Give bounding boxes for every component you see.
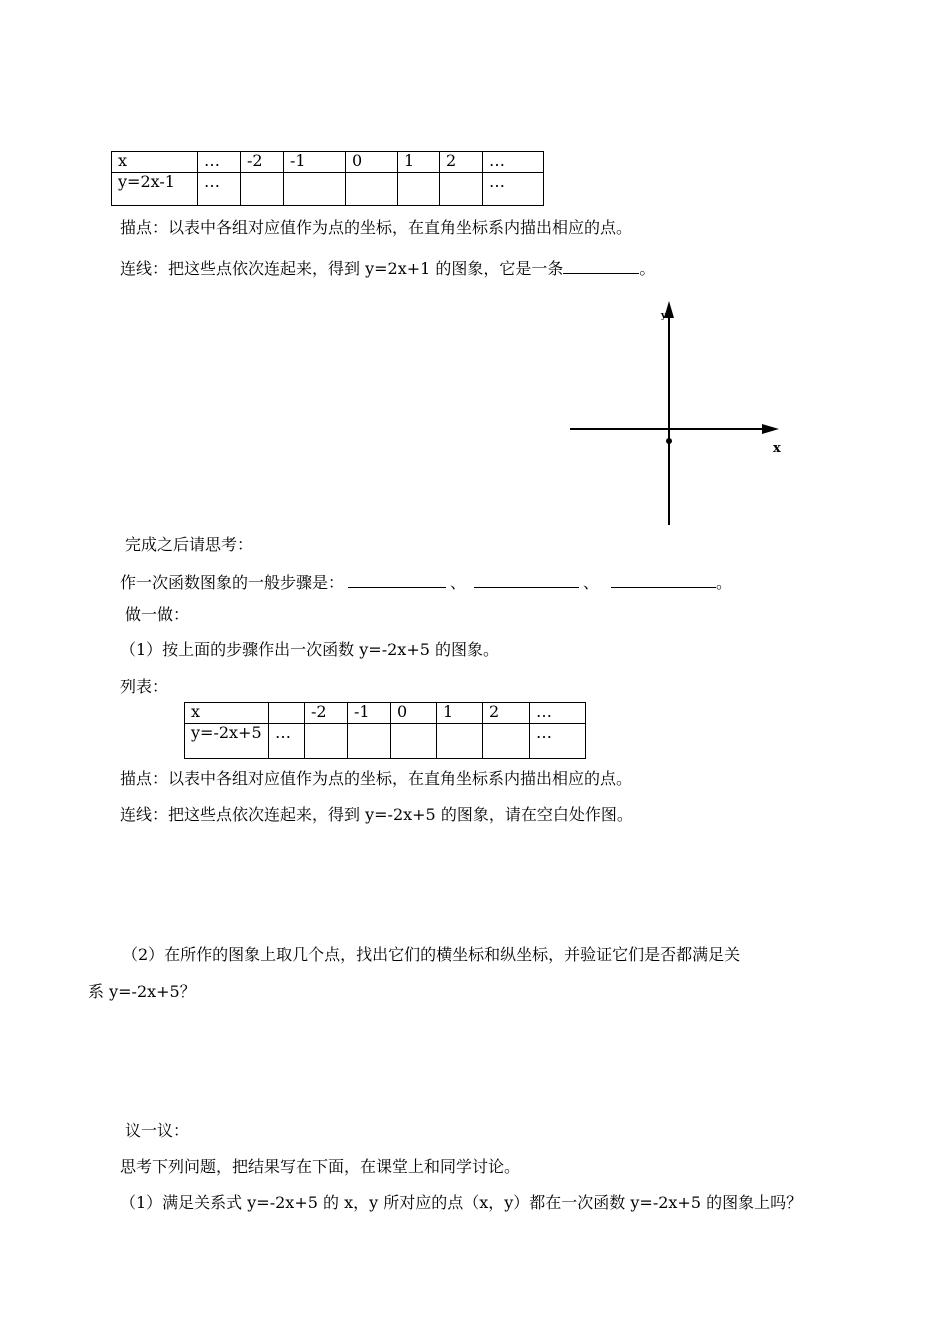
do-title: 做一做： bbox=[125, 605, 190, 624]
plot-instruction-2: 描点：以表中各组对应值作为点的坐标，在直角坐标系内描出相应的点。 bbox=[120, 769, 633, 788]
table-cell: 1 bbox=[437, 703, 483, 724]
separator: 、 bbox=[583, 573, 600, 592]
table-cell: … bbox=[483, 173, 544, 206]
task-2-line-1: （2）在所作的图象上取几个点，找出它们的横坐标和纵坐标，并验证它们是否都满足关 bbox=[122, 945, 741, 964]
punctuation: 。 bbox=[716, 573, 733, 592]
question-1: （1）满足关系式 y=-2x+5 的 x，y 所对应的点（x，y）都在一次函数 y=-2x+5 的图象上吗？ bbox=[120, 1193, 803, 1212]
value-table-2 bbox=[184, 702, 586, 759]
table-cell: y=2x-1 bbox=[112, 173, 198, 206]
table-cell[interactable] bbox=[348, 724, 391, 759]
x-axis-arrow-icon bbox=[762, 424, 779, 434]
table-cell: … bbox=[198, 173, 241, 206]
table-cell: … bbox=[530, 703, 586, 724]
table-cell: 0 bbox=[346, 152, 398, 173]
table-cell: … bbox=[483, 152, 544, 173]
table-cell: 1 bbox=[398, 152, 440, 173]
list-label: 列表： bbox=[120, 677, 169, 696]
think-title: 完成之后请思考： bbox=[125, 535, 254, 554]
separator: 、 bbox=[450, 573, 467, 592]
answer-blank-step-3[interactable] bbox=[611, 571, 716, 588]
steps-text: 作一次函数图象的一般步骤是： bbox=[120, 573, 345, 592]
table-cell: x bbox=[112, 152, 198, 173]
steps-question bbox=[120, 571, 732, 593]
origin-dot bbox=[666, 438, 672, 444]
connect-instruction-text: 连线：把这些点依次连起来，得到 y=2x+1 的图象，它是一条 bbox=[120, 259, 564, 278]
answer-blank-step-1[interactable] bbox=[348, 571, 446, 588]
plot-instruction-1: 描点：以表中各组对应值作为点的坐标，在直角坐标系内描出相应的点。 bbox=[120, 218, 633, 237]
x-axis-label: x bbox=[773, 441, 781, 456]
y-axis-label: y bbox=[661, 311, 667, 321]
table-cell: … bbox=[198, 152, 241, 173]
table-cell: -1 bbox=[284, 152, 346, 173]
table-cell: … bbox=[530, 724, 586, 759]
table-cell: y=-2x+5 bbox=[185, 724, 269, 759]
answer-blank-step-2[interactable] bbox=[474, 571, 579, 588]
table-cell[interactable] bbox=[437, 724, 483, 759]
discuss-title: 议一议： bbox=[125, 1121, 190, 1140]
discuss-intro: 思考下列问题，把结果写在下面，在课堂上和同学讨论。 bbox=[120, 1157, 521, 1176]
table-cell bbox=[269, 703, 305, 724]
table-cell[interactable] bbox=[391, 724, 437, 759]
table-cell: x bbox=[185, 703, 269, 724]
table-cell: -1 bbox=[348, 703, 391, 724]
table-cell: -2 bbox=[305, 703, 348, 724]
table-cell: 0 bbox=[391, 703, 437, 724]
punctuation: 。 bbox=[639, 259, 656, 278]
table-cell[interactable] bbox=[305, 724, 348, 759]
table-cell: 2 bbox=[440, 152, 483, 173]
task-1: （1）按上面的步骤作出一次函数 y=-2x+5 的图象。 bbox=[120, 640, 499, 659]
connect-instruction-2: 连线：把这些点依次连起来，得到 y=-2x+5 的图象，请在空白处作图。 bbox=[120, 805, 633, 824]
table-row bbox=[185, 703, 586, 724]
table-cell: -2 bbox=[241, 152, 284, 173]
table-cell: 2 bbox=[483, 703, 530, 724]
task-2-line-2: 系 y=-2x+5？ bbox=[88, 982, 196, 1001]
table-row bbox=[185, 724, 586, 759]
table-cell[interactable] bbox=[483, 724, 530, 759]
table-cell: … bbox=[269, 724, 305, 759]
